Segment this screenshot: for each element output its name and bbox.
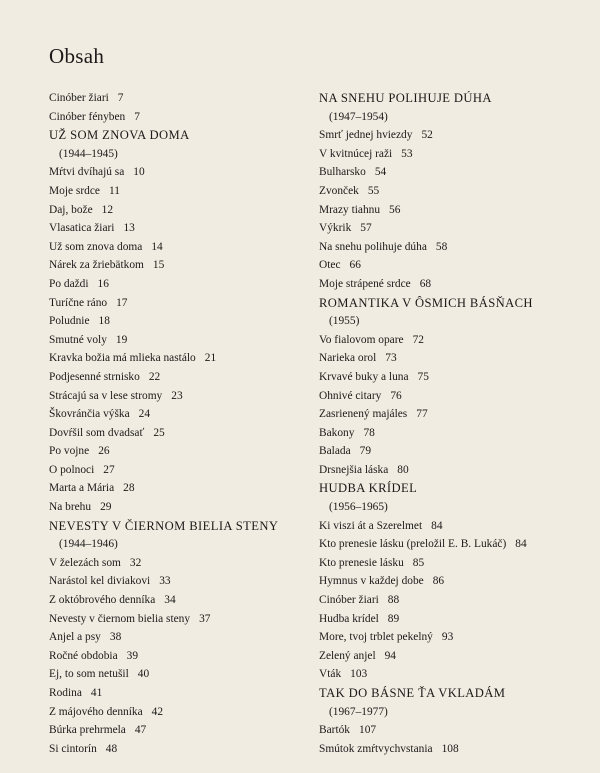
toc-entry xyxy=(319,740,589,759)
page-number: 16 xyxy=(97,277,109,290)
page-number: 56 xyxy=(389,203,401,216)
entry-title: Drsnejšia láska xyxy=(319,463,389,476)
page-number: 22 xyxy=(148,370,161,383)
page-number: 84 xyxy=(515,538,527,551)
entry-title: (1967–1977) xyxy=(329,705,388,718)
page-number: 7 xyxy=(134,110,140,123)
entry-title: Cinóber žiari xyxy=(319,594,379,607)
toc-entry xyxy=(49,665,319,684)
entry-title: (1956–1965) xyxy=(329,501,388,514)
entry-title: Škovránčia výška xyxy=(49,408,130,421)
section-years xyxy=(49,535,319,554)
entry-title: Anjel a psy xyxy=(49,631,101,644)
toc-entry xyxy=(49,182,319,201)
toc-entry xyxy=(49,387,319,406)
toc-entry xyxy=(319,275,589,294)
contents-column-left xyxy=(49,89,319,758)
entry-title: NEVESTY V ČIERNOM BIELIA STENY xyxy=(49,518,279,533)
entry-title: Ročné obdobia xyxy=(49,649,118,662)
entry-title: Daj, bože xyxy=(49,203,93,216)
entry-title: Mrazy tiahnu xyxy=(319,203,381,216)
entry-title: Narieka orol xyxy=(319,352,377,365)
toc-entry xyxy=(49,349,319,368)
entry-title: Zelený anjel xyxy=(319,649,376,662)
entry-title: Búrka prehrmela xyxy=(49,724,126,737)
toc-entry xyxy=(319,665,589,684)
toc-entry xyxy=(49,684,319,703)
toc-entry xyxy=(319,163,589,182)
toc-entry xyxy=(49,424,319,443)
entry-title: (1955) xyxy=(329,315,360,328)
entry-title: Smutné voly xyxy=(49,333,107,346)
toc-entry xyxy=(319,126,589,145)
entry-title: Kto prenesie lásku xyxy=(319,556,404,569)
page-number: 76 xyxy=(390,389,402,402)
toc-entry xyxy=(319,628,589,647)
entry-title: Zasrienený majáles xyxy=(319,408,408,421)
toc-entry xyxy=(49,610,319,629)
entry-title: Marta a Mária xyxy=(49,482,115,495)
toc-entry xyxy=(319,405,589,424)
entry-title: Po vojne xyxy=(49,445,90,458)
toc-entry xyxy=(49,572,319,591)
page-number: 94 xyxy=(384,649,396,662)
entry-title: Cinóber fényben xyxy=(49,110,126,123)
entry-title: Bulharsko xyxy=(319,166,366,179)
toc-entry xyxy=(49,740,319,759)
page-number: 37 xyxy=(199,612,211,625)
section-heading xyxy=(49,517,319,536)
toc-entry xyxy=(49,163,319,182)
page-number: 107 xyxy=(359,724,377,737)
toc-entry xyxy=(319,387,589,406)
entry-title: Z októbrového denníka xyxy=(49,594,156,607)
toc-entry xyxy=(49,108,319,127)
section-years xyxy=(319,312,589,331)
page-number: 52 xyxy=(421,129,433,142)
page-number: 39 xyxy=(126,649,139,662)
entry-title: Nevesty v čiernom bielia steny xyxy=(49,612,191,625)
page-number: 28 xyxy=(123,482,135,495)
section-heading xyxy=(49,126,319,145)
page-number: 75 xyxy=(417,370,429,383)
entry-title: Bakony xyxy=(319,426,355,439)
toc-entry xyxy=(319,442,589,461)
entry-title: Smútok zmŕtvychvstania xyxy=(319,742,433,755)
entry-title: O polnoci xyxy=(49,463,95,476)
toc-entry xyxy=(319,182,589,201)
entry-title: Vták xyxy=(319,668,342,681)
toc-entry xyxy=(49,294,319,313)
page-number: 25 xyxy=(153,426,165,439)
page-number: 12 xyxy=(101,203,114,216)
entry-title: Cinóber žiari xyxy=(49,92,109,104)
toc-entry xyxy=(49,368,319,387)
entry-title: Podjesenné strnisko xyxy=(49,370,140,383)
page-number: 27 xyxy=(103,463,115,476)
entry-title: Vlasatica žiari xyxy=(49,222,115,235)
entry-title: NA SNEHU POLIHUJE DÚHA xyxy=(319,91,492,105)
entry-title: Si cintorín xyxy=(49,742,97,755)
toc-entry xyxy=(319,591,589,610)
page-number: 42 xyxy=(151,705,164,718)
entry-title: ROMANTIKA V ÔSMICH BÁSŇACH xyxy=(319,295,533,310)
toc-entry xyxy=(49,554,319,573)
entry-title: Po daždi xyxy=(49,277,89,290)
entry-title: Strácajú sa v lese stromy xyxy=(49,389,163,402)
page-number: 77 xyxy=(416,408,428,421)
toc-entry xyxy=(319,256,589,275)
contents-column-right xyxy=(319,89,589,758)
entry-title: Kto prenesie lásku (preložil E. B. Lukáč) xyxy=(319,538,507,551)
toc-entry xyxy=(49,275,319,294)
page-number: 78 xyxy=(363,426,375,439)
entry-title: Ej, to som netušil xyxy=(49,668,129,681)
entry-title: (1944–1946) xyxy=(59,538,118,551)
toc-entry xyxy=(319,610,589,629)
entry-title: TAK DO BÁSNE ŤA VKLADÁM xyxy=(319,686,506,700)
page-number: 11 xyxy=(108,184,120,197)
page-number: 89 xyxy=(387,612,400,625)
entry-title: Ki viszi át a Szerelmet xyxy=(319,519,423,532)
toc-entry xyxy=(319,535,589,554)
toc-entry xyxy=(49,647,319,666)
entry-title: (1944–1945) xyxy=(59,147,118,160)
entry-title: Hymnus v každej dobe xyxy=(319,575,424,588)
entry-title: Rodina xyxy=(49,687,82,699)
entry-title: V kvitnúcej raži xyxy=(319,147,393,160)
entry-title: UŽ SOM ZNOVA DOMA xyxy=(49,128,190,143)
entry-title: Nárek za žriebätkom xyxy=(49,259,144,272)
entry-title: HUDBA KRÍDEL xyxy=(319,481,418,496)
page-number: 93 xyxy=(441,631,454,644)
toc-entry xyxy=(49,498,319,517)
entry-title: Moje srdce xyxy=(49,184,100,197)
page-number: 32 xyxy=(129,556,142,569)
toc-entry xyxy=(319,349,589,368)
page-number: 29 xyxy=(100,501,112,514)
toc-entry xyxy=(49,89,319,108)
page-number: 13 xyxy=(123,222,135,235)
page-number: 40 xyxy=(137,668,150,681)
page-number: 41 xyxy=(90,687,103,699)
entry-title: V železách som xyxy=(49,556,121,569)
toc-entry xyxy=(319,424,589,443)
page-number: 38 xyxy=(109,631,122,644)
entry-title: Krvavé buky a luna xyxy=(319,370,409,383)
section-heading xyxy=(319,294,589,313)
page-number: 73 xyxy=(385,352,397,365)
entry-title: Zvonček xyxy=(319,184,359,197)
entry-title: (1947–1954) xyxy=(329,110,388,123)
entry-title: Už som znova doma xyxy=(49,240,143,253)
page-number: 86 xyxy=(432,575,445,588)
page-number: 15 xyxy=(152,259,165,272)
toc-entry xyxy=(319,368,589,387)
toc-entry xyxy=(49,312,319,331)
page-number: 7 xyxy=(117,92,124,104)
page-number: 85 xyxy=(412,556,425,569)
toc-entry xyxy=(319,331,589,350)
toc-entry xyxy=(319,721,589,740)
page-number: 19 xyxy=(115,333,128,346)
toc-entry xyxy=(319,219,589,238)
entry-title: Smrť jednej hviezdy xyxy=(319,129,413,142)
toc-entry xyxy=(49,591,319,610)
toc-entry xyxy=(49,479,319,498)
entry-title: Moje strápené srdce xyxy=(319,277,411,290)
entry-title: Ohnivé citary xyxy=(319,389,382,402)
page-number: 108 xyxy=(441,742,459,755)
page-number: 10 xyxy=(133,166,145,179)
page-number: 23 xyxy=(171,389,183,402)
toc-entry xyxy=(319,145,589,164)
page-number: 66 xyxy=(349,259,361,272)
section-years xyxy=(319,703,589,722)
entry-title: Dovŕšil som dvadsať xyxy=(49,426,145,439)
toc-entry xyxy=(319,461,589,480)
toc-entry xyxy=(49,628,319,647)
toc-entry xyxy=(319,201,589,220)
page-number: 72 xyxy=(412,333,424,346)
page-number: 58 xyxy=(435,240,448,253)
section-years xyxy=(319,108,589,127)
page-number: 34 xyxy=(164,594,176,607)
entry-title: Hudba krídel xyxy=(319,612,379,625)
toc-entry xyxy=(319,517,589,536)
entry-title: Narástol kel diviakovi xyxy=(49,575,151,588)
page-number: 55 xyxy=(367,184,380,197)
section-years xyxy=(319,498,589,517)
page-number: 48 xyxy=(105,742,118,755)
toc-entry xyxy=(49,238,319,257)
entry-title: Vo fialovom opare xyxy=(319,333,404,346)
entry-title: Otec xyxy=(319,259,341,272)
entry-title: Na snehu polihuje dúha xyxy=(319,240,427,253)
entry-title: More, tvoj trblet pekelný xyxy=(319,631,433,644)
entry-title: Bartók xyxy=(319,724,351,737)
page-number: 26 xyxy=(98,445,110,458)
page-number: 21 xyxy=(204,352,217,365)
toc-entry xyxy=(49,405,319,424)
toc-entry xyxy=(49,721,319,740)
entry-title: Poludnie xyxy=(49,315,90,328)
entry-title: Mŕtvi dvíhajú sa xyxy=(49,166,125,179)
page-number: 80 xyxy=(397,463,409,476)
section-years xyxy=(49,145,319,164)
toc-entry xyxy=(319,238,589,257)
toc-entry xyxy=(49,331,319,350)
page-number: 53 xyxy=(401,147,413,160)
entry-title: Turíčne ráno xyxy=(49,296,108,309)
toc-entry xyxy=(49,219,319,238)
page-number: 14 xyxy=(151,240,163,253)
page-number: 17 xyxy=(116,296,128,309)
entry-title: Z májového denníka xyxy=(49,705,143,718)
toc-entry xyxy=(49,461,319,480)
section-heading xyxy=(319,479,589,498)
page-number: 33 xyxy=(159,575,171,588)
page-number: 24 xyxy=(138,408,151,421)
page-number: 57 xyxy=(360,222,372,235)
section-heading xyxy=(319,684,589,703)
toc-entry xyxy=(319,647,589,666)
entry-title: Balada xyxy=(319,445,351,458)
page-title: Obsah xyxy=(49,44,105,68)
entry-title: Výkrik xyxy=(319,222,352,235)
page-number: 68 xyxy=(419,277,432,290)
toc-entry xyxy=(49,703,319,722)
toc-entry xyxy=(319,554,589,573)
page-number: 47 xyxy=(134,724,147,737)
page-number: 54 xyxy=(374,166,387,179)
page-number: 103 xyxy=(350,668,368,681)
page-number: 84 xyxy=(431,519,443,532)
entry-title: Na brehu xyxy=(49,501,92,514)
entry-title: Kravka božia má mlieka nastálo xyxy=(49,352,196,365)
toc-entry xyxy=(319,572,589,591)
toc-entry xyxy=(49,256,319,275)
page-number: 88 xyxy=(387,594,400,607)
toc-entry xyxy=(49,442,319,461)
toc-entry xyxy=(49,201,319,220)
page-number: 18 xyxy=(98,315,110,328)
section-heading xyxy=(319,89,589,108)
page-number: 79 xyxy=(359,445,372,458)
